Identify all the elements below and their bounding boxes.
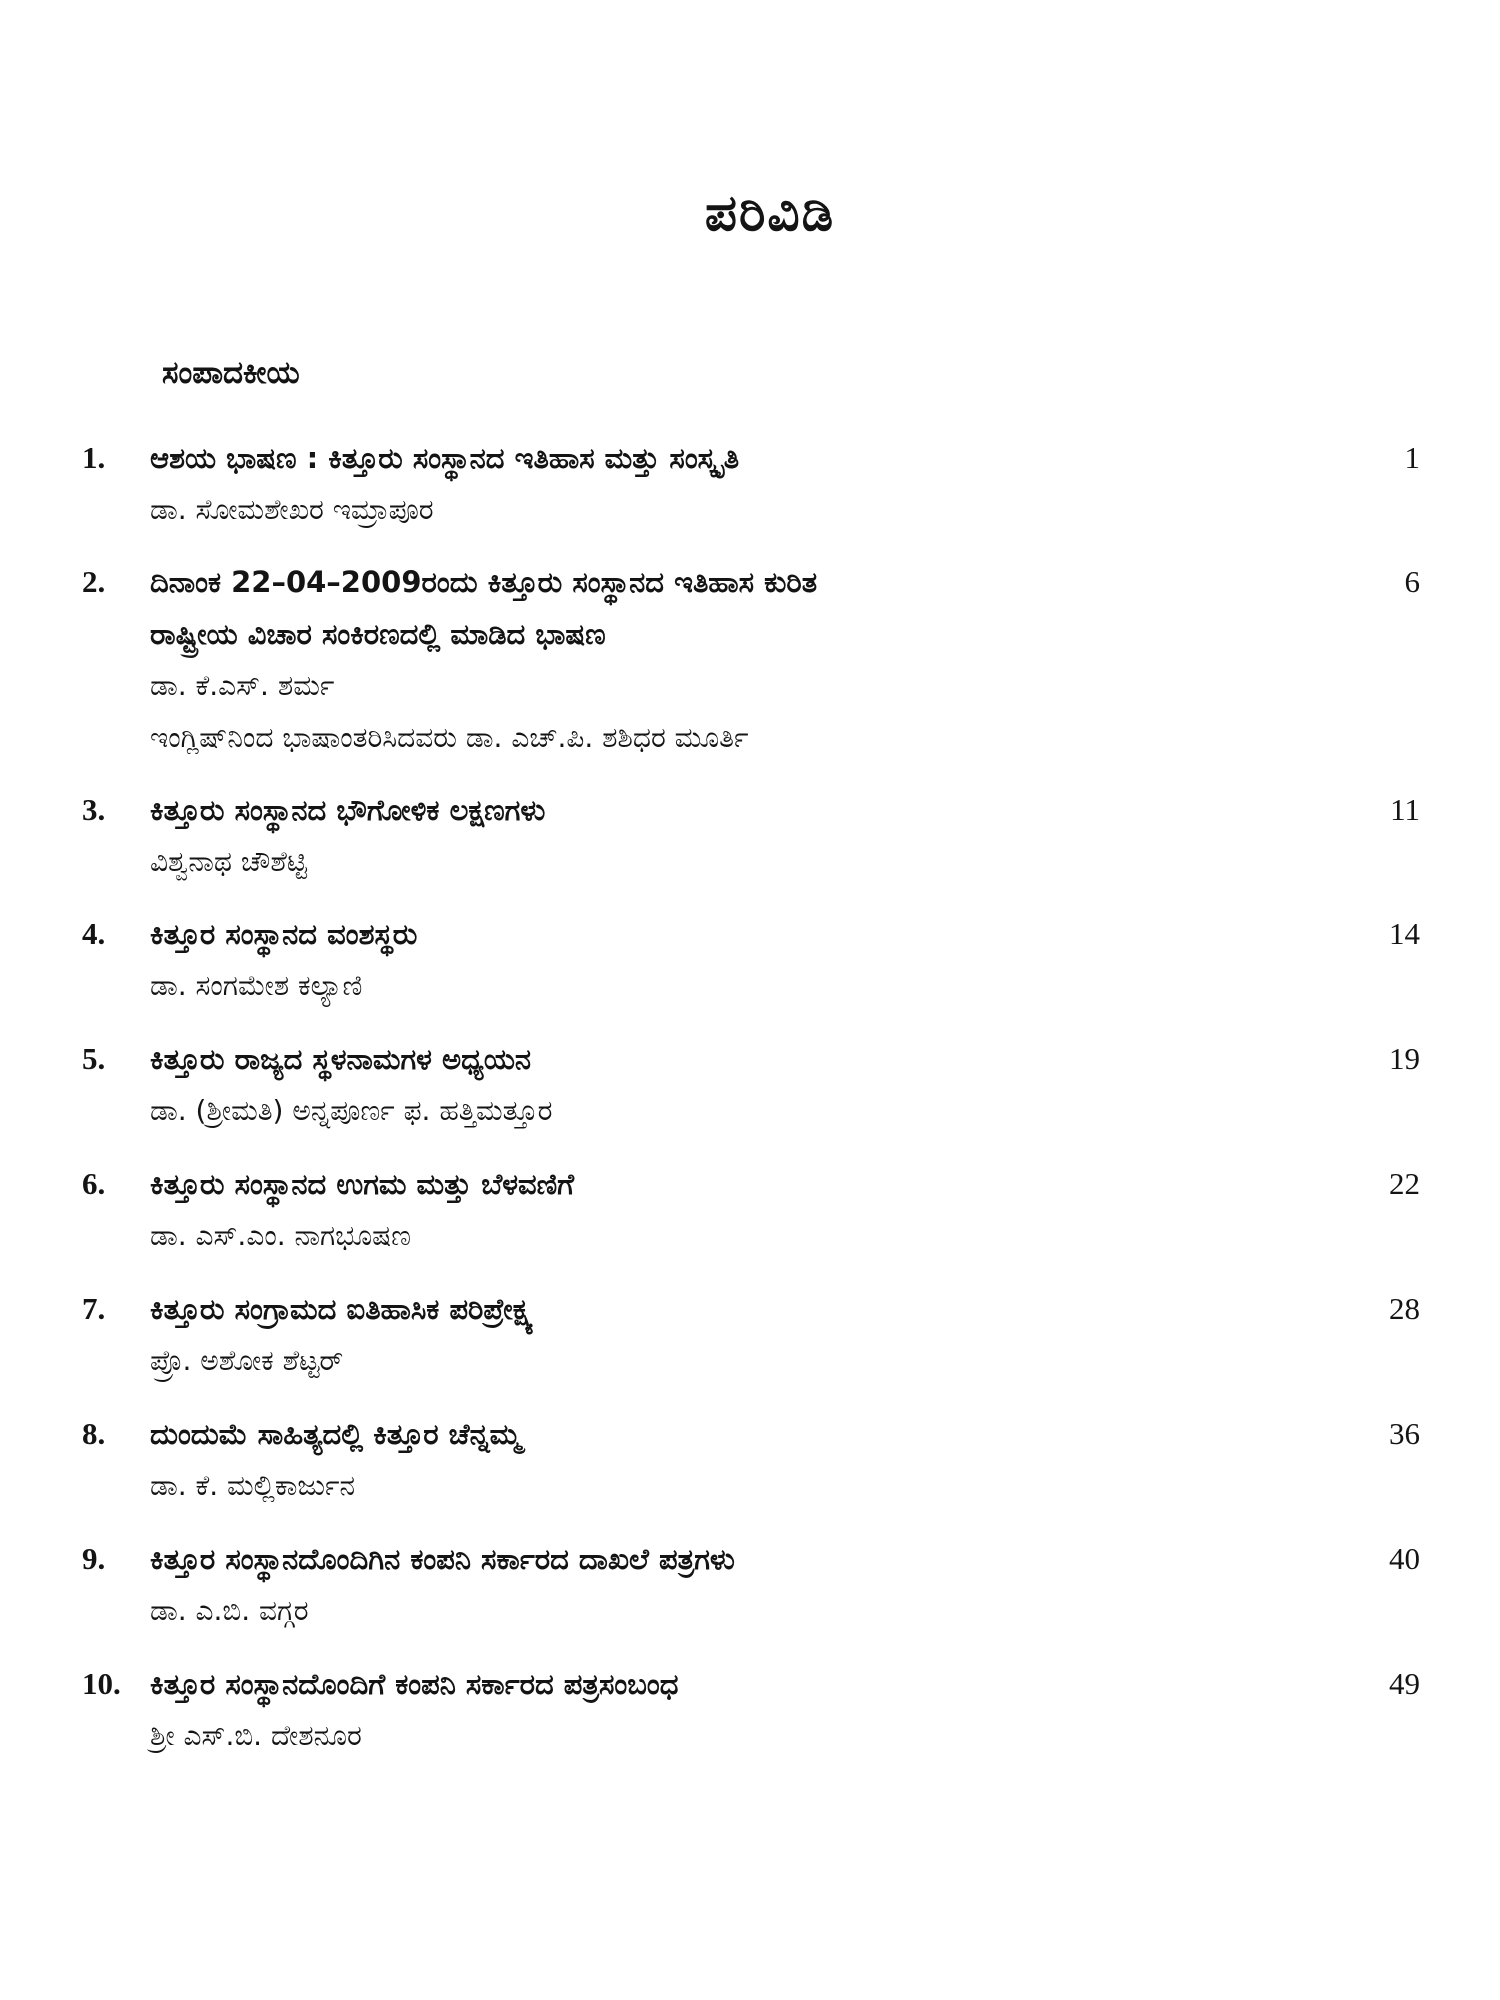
entry-body <box>150 1658 1330 1762</box>
entry-page-number: 1 <box>1404 440 1420 475</box>
entry-number: 4. <box>82 916 106 951</box>
entry-body <box>150 1283 1330 1387</box>
entry-body <box>150 1408 1330 1512</box>
entry-author: ಡಾ. ಕೆ. ಮಲ್ಲಿಕಾರ್ಜುನ <box>150 1469 356 1502</box>
entry-number: 9. <box>82 1541 106 1576</box>
entry-body <box>150 1158 1330 1262</box>
entry-page-number: 22 <box>1389 1166 1420 1201</box>
entry-page-number: 49 <box>1389 1666 1420 1701</box>
entry-body <box>150 784 1330 888</box>
entry-title: ಆಶಯ ಭಾಷಣ : ಕಿತ್ತೂರು ಸಂಸ್ಥಾನದ ಇತಿಹಾಸ ಮತ್ತು ಸಂಸ್ಕೃತಿ <box>150 441 740 475</box>
entry-title: ಕಿತ್ತೂರ ಸಂಸ್ಥಾನದೊಂದಿಗೆ ಕಂಪನಿ ಸರ್ಕಾರದ ಪತ್ರಸಂಬಂಧ <box>150 1667 679 1701</box>
entry-number: 5. <box>82 1041 106 1076</box>
entry-page-number: 14 <box>1389 916 1420 951</box>
entry-number: 8. <box>82 1416 106 1451</box>
entry-body <box>150 1033 1330 1137</box>
entry-title: ಕಿತ್ತೂರು ಸಂಸ್ಥಾನದ ಉಗಮ ಮತ್ತು ಬೆಳವಣಿಗೆ <box>150 1167 574 1201</box>
entry-page-number: 19 <box>1389 1041 1420 1076</box>
entry-author: ಡಾ. ಎಸ್.ಎಂ. ನಾಗಭೂಷಣ <box>150 1219 411 1252</box>
entry-page-number: 6 <box>1404 564 1420 599</box>
entry-author: ಪ್ರೊ. ಅಶೋಕ ಶೆಟ್ಟರ್ <box>150 1344 344 1377</box>
entry-page-number: 40 <box>1389 1541 1420 1576</box>
page-title: ಪರಿವಿಡಿ <box>704 184 836 242</box>
entry-title: ಕಿತ್ತೂರ ಸಂಸ್ಥಾನದ ವಂಶಸ್ಥರು <box>150 917 418 951</box>
entry-body <box>150 1533 1330 1637</box>
entry-author: ವಿಶ್ವನಾಥ ಚೌಶೆಟ್ಟಿ <box>150 845 308 878</box>
entry-title: ದುಂದುಮೆ ಸಾಹಿತ್ಯದಲ್ಲಿ ಕಿತ್ತೂರ ಚೆನ್ನಮ್ಮ <box>150 1417 522 1451</box>
entry-author: ಶ್ರೀ ಎಸ್.ಬಿ. ದೇಶನೂರ <box>150 1719 362 1752</box>
entry-title: ಕಿತ್ತೂರು ಸಂಗ್ರಾಮದ ಐತಿಹಾಸಿಕ ಪರಿಪ್ರೇಕ್ಷ್ಯ <box>150 1292 534 1326</box>
entry-page-number: 36 <box>1389 1416 1420 1451</box>
entry-title: ಕಿತ್ತೂರು ರಾಜ್ಯದ ಸ್ಥಳನಾಮಗಳ ಅಧ್ಯಯನ <box>150 1042 532 1076</box>
entry-author: ಡಾ. ಕೆ.ಎಸ್. ಶರ್ಮ <box>150 669 335 702</box>
entry-author: ಡಾ. ಸೋಮಶೇಖರ ಇಮ್ರಾಪೂರ <box>150 493 434 526</box>
entry-number: 10. <box>82 1666 121 1701</box>
entry-title: ಕಿತ್ತೂರ ಸಂಸ್ಥಾನದೊಂದಿಗಿನ ಕಂಪನಿ ಸರ್ಕಾರದ ದಾಖಲೆ ಪತ್ರಗಳು <box>150 1542 735 1576</box>
entry-number: 1. <box>82 440 106 475</box>
entry-author: ಡಾ. ಸಂಗಮೇಶ ಕಲ್ಯಾಣಿ <box>150 969 363 1002</box>
entry-title: ದಿನಾಂಕ 22–04–2009ರಂದು ಕಿತ್ತೂರು ಸಂಸ್ಥಾನದ ಇತಿಹಾಸ ಕುರಿತ <box>150 565 818 599</box>
entry-number: 2. <box>82 564 106 599</box>
preface-label: ಸಂಪಾದಕೀಯ <box>162 355 300 391</box>
entry-number: 7. <box>82 1291 106 1326</box>
entry-page-number: 11 <box>1390 792 1420 827</box>
entry-author: ಡಾ. (ಶ್ರೀಮತಿ) ಅನ್ನಪೂರ್ಣ ಫ. ಹತ್ತಿಮತ್ತೂರ <box>150 1094 553 1127</box>
entry-number: 6. <box>82 1166 106 1201</box>
entry-title-continued: ರಾಷ್ಟ್ರೀಯ ವಿಚಾರ ಸಂಕಿರಣದಲ್ಲಿ ಮಾಡಿದ ಭಾಷಣ <box>150 617 606 651</box>
entry-body <box>150 432 1330 536</box>
entry-title: ಕಿತ್ತೂರು ಸಂಸ್ಥಾನದ ಭೌಗೋಳಿಕ ಲಕ್ಷಣಗಳು <box>150 793 546 827</box>
entry-translator-note: ಇಂಗ್ಲಿಷ್‌ನಿಂದ ಭಾಷಾಂತರಿಸಿದವರು ಡಾ. ಎಚ್.ಪಿ. ಶಶಿಧರ ಮೂರ್ತಿ <box>150 721 749 754</box>
entry-page-number: 28 <box>1389 1291 1420 1326</box>
entry-number: 3. <box>82 792 106 827</box>
entry-body <box>150 908 1330 1012</box>
entry-author: ಡಾ. ಎ.ಬಿ. ವಗ್ಗರ <box>150 1594 309 1627</box>
entry-body <box>150 556 1330 764</box>
